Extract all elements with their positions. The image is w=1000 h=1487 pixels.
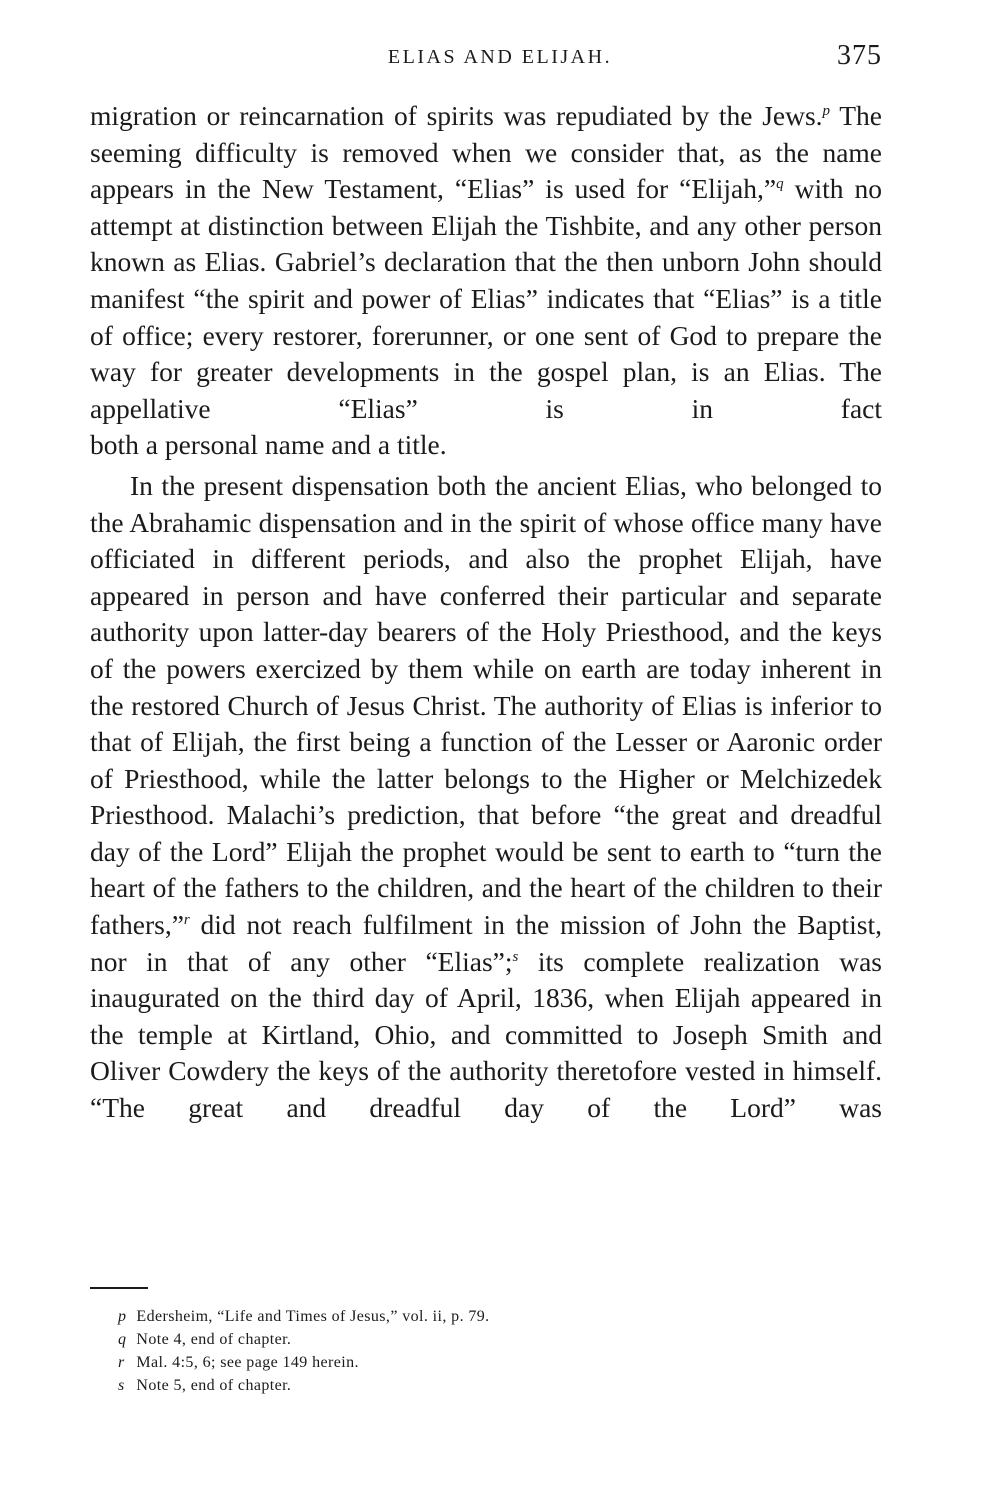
- text-run: The seeming difficulty is removed when we consider that, as the name appears in the New Testament, “Elias” is used for “Elijah,”: [90, 100, 882, 205]
- footnote-mark: q: [118, 1331, 127, 1348]
- footnote-text: Note 4, end of chapter.: [136, 1331, 292, 1348]
- running-title: ELIAS AND ELIJAH.: [387, 46, 613, 68]
- footnote-p: [118, 1305, 818, 1328]
- text-run: its complete realization was inaugurated on the third day of April, 1836, when Elijah appeared in the temple at Kirtland, Ohio, and committed to Joseph Smith and Oliver Cowdery the keys of the authority theretofore vested in himself. “The great and dreadful day of the Lord” was: [90, 945, 882, 1124]
- text-run: with no attempt at distinction between Elijah the Tishbite, and any other person known as Elias. Gabriel’s declaration that the then unborn John should manifest “the spirit and power of Elias” indicates that “Elias” is a title of office; every restorer, forerunner, or one sent of God to prepare the way for greater developments in the gospel plan, is an Elias. The appellative “Elias” is in fact: [90, 173, 883, 424]
- footnotes: [118, 1305, 818, 1397]
- text-run: migration or reincarnation of spirits was repudiated by the Jews.: [90, 100, 823, 131]
- text-run: In the present dispensation both the ancient Elias, who belonged to the Abrahamic dispensation and in the spirit of whose office many have officiated in different periods, and also the prophet Elijah, have appeared in person and have conferred their particular and separate authority upon latter-day bearers of the Holy Priesthood, and the keys of the powers exercized by them while on earth are today inherent in the restored Church of Jesus Christ. The authority of Elias is inferior to that of Elijah, the first being a function of the Lesser or Aaronic order of Priesthood, while the latter belongs to the Higher or Melchizedek Priesthood. Malachi’s prediction, that before “the great and dreadful day of the Lord” Elijah the prophet would be sent to earth to “turn the heart of the fathers to the children, and the heart of the children to their fathers,”: [90, 469, 882, 941]
- footnote-s: [118, 1374, 818, 1397]
- paragraph-last-line: both a personal name and a title.: [90, 429, 447, 461]
- footnote-mark: p: [118, 1308, 127, 1325]
- body-text: [90, 98, 882, 1127]
- footnote-mark: s: [118, 1377, 125, 1394]
- footnote-text: Note 5, end of chapter.: [136, 1377, 292, 1394]
- page-number: 375: [837, 40, 882, 71]
- footnote-r: [118, 1351, 818, 1374]
- footnote-ref: s: [512, 948, 519, 965]
- footnote-q: [118, 1328, 818, 1351]
- footnote-mark: r: [118, 1354, 125, 1371]
- paragraph-1: [90, 98, 882, 464]
- footnote-ref: q: [776, 176, 784, 193]
- footnote-text: Edersheim, “Life and Times of Jesus,” vol. ii, p. 79.: [136, 1308, 490, 1325]
- paragraph-2: [90, 468, 882, 1127]
- running-head: [0, 40, 1000, 80]
- footnote-text: Mal. 4:5, 6; see page 149 herein.: [136, 1354, 359, 1371]
- text-run: did not reach fulfilment in the mission of John the Baptist, nor in that of any other “Elias”;: [90, 909, 882, 977]
- footnote-ref: p: [822, 102, 831, 119]
- footnote-ref: r: [183, 911, 190, 928]
- footnote-rule: [90, 1287, 148, 1289]
